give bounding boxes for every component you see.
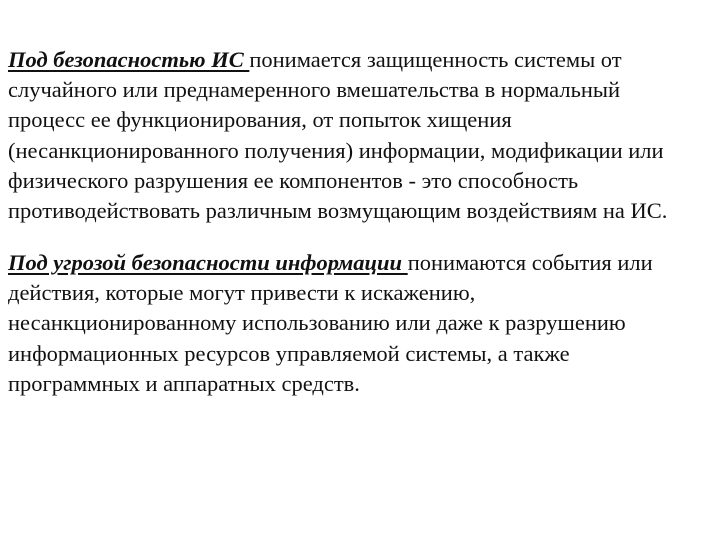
definition-security-threat: [8, 248, 714, 399]
term-security-threat: Под угрозой безопасности информации: [8, 250, 408, 275]
term-is-security: Под безопасностью ИС: [8, 47, 250, 72]
definition-is-security: [8, 45, 714, 226]
definition-is-security-text: понимается защищенность системы от случайного или преднамеренного вмешательства в нормальный процесс ее функционирования, от попыток хищения (несанкционированного получения) информации, модификации или физического разрушения ее компонентов - это способность противодействовать различным возмущающим воздействиям на ИС.: [8, 47, 668, 224]
definition-security-threat-text: понимаются события или действия, которые могут привести к искажению, несанкционированному использованию или даже к разрушению информационных ресурсов управляемой системы, а также программных и аппаратных средств.: [8, 250, 653, 396]
